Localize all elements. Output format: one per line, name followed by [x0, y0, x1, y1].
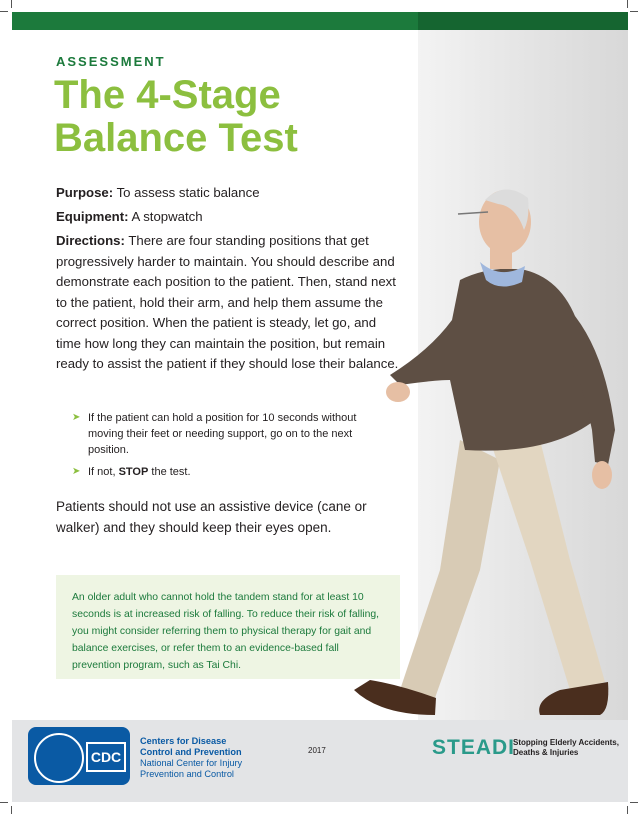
purpose-text: To assess static balance	[116, 185, 260, 200]
agency-line-4: Prevention and Control	[140, 769, 234, 779]
equipment-line	[56, 207, 401, 228]
publication-year: 2017	[308, 746, 326, 755]
steadi-line-1: Stopping Elderly Accidents,	[513, 738, 619, 747]
purpose-line	[56, 183, 401, 204]
bullet-text: If the patient can hold a position for 10 seconds without moving their feet or needing support, go on to the next position.	[88, 412, 357, 456]
directions-paragraph	[56, 231, 401, 375]
closing-paragraph: Patients should not use an assistive device (cane or walker) and they should keep their eyes open.	[56, 499, 367, 535]
agency-line-3: National Center for Injury	[140, 758, 243, 768]
agency-line-1: Centers for Disease	[140, 736, 227, 746]
steadi-line-2: Deaths & Injuries	[513, 748, 579, 757]
top-banner-accent	[418, 12, 628, 30]
title-line-2: Balance Test	[54, 116, 298, 160]
instruction-bullets	[72, 410, 372, 486]
crop-mark	[11, 0, 12, 8]
crop-mark	[0, 11, 8, 12]
directions-label: Directions:	[56, 233, 125, 248]
note-box	[56, 575, 400, 679]
front-leg	[490, 440, 605, 690]
equipment-text: A stopwatch	[131, 209, 203, 224]
arrowhead-icon: ➤	[72, 466, 81, 477]
purpose-label: Purpose:	[56, 185, 114, 200]
hhs-seal-icon	[34, 733, 84, 783]
equipment-label: Equipment:	[56, 209, 129, 224]
steadi-logo: STEADI	[432, 736, 516, 759]
left-hand	[386, 382, 410, 402]
sweater	[390, 269, 595, 451]
bullet-prefix: If not,	[88, 466, 119, 478]
back-leg	[400, 440, 500, 698]
page-title	[54, 74, 414, 160]
crop-mark	[627, 0, 628, 8]
agency-line-2: Control and Prevention	[140, 747, 242, 757]
arrowhead-icon: ➤	[72, 412, 81, 423]
directions-text: There are four standing positions that get progressively harder to maintain. You should describe and demonstrate each position to the patient. Then, stand next to the patient, hold their arm, and help them assume the correct position. When the patient is steady, let go, and time how long they can maintain the position, but remain ready to assist the patient if they should lose their balance.	[56, 233, 399, 371]
crop-mark	[0, 802, 8, 803]
bullet-item	[72, 464, 372, 480]
cdc-logo-text: CDC	[86, 742, 126, 772]
title-line-1: The 4-Stage	[54, 73, 281, 117]
right-hand	[592, 461, 612, 489]
crop-mark	[630, 802, 638, 803]
steadi-tagline	[513, 738, 623, 758]
crop-mark	[11, 806, 12, 814]
crop-mark	[627, 806, 628, 814]
agency-name	[140, 736, 242, 780]
section-label: ASSESSMENT	[56, 54, 166, 69]
bullet-strong: STOP	[118, 466, 149, 478]
bullet-item	[72, 410, 372, 458]
note-text: An older adult who cannot hold the tandem stand for at least 10 seconds is at increased risk of falling. To reduce their risk of falling, you might consider referring them to physical therapy for gait and balance exercises, or refer them to an evidence-based fall prevention program, such as Tai Chi.	[72, 592, 380, 671]
bullet-suffix: the test.	[148, 466, 191, 478]
cdc-logo	[28, 727, 130, 785]
crop-mark	[630, 11, 638, 12]
